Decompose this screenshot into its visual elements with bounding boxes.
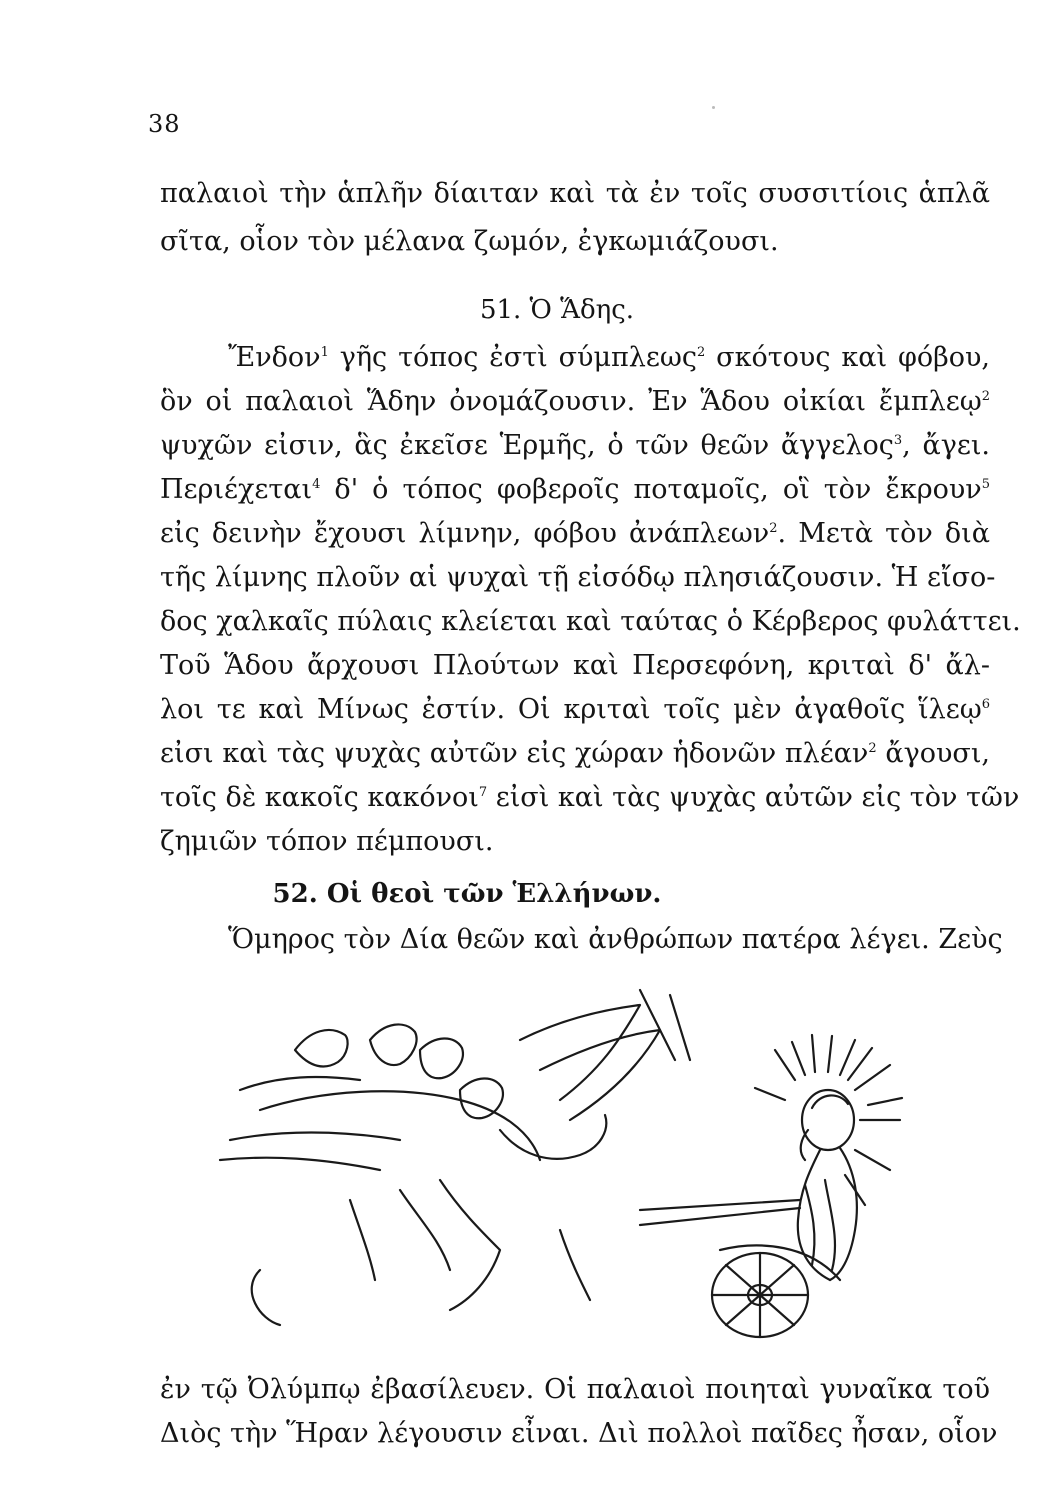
text-line (160, 516, 990, 552)
text-span: Περιέχεται (160, 474, 313, 505)
text-line: τῆς λίμνης πλοῦν αἱ ψυχαὶ τῇ εἰσόδῳ πλησιάζουσιν. Ἡ εἴσο- (160, 562, 996, 593)
text-span: εἰς δεινὴν ἔχουσι λίμνην, φόβου ἀνάπλεων (160, 518, 770, 549)
text-span: γῆς τόπος ἐστὶ σύμπλεως (328, 342, 697, 373)
text-span: Ἔνδον (228, 342, 321, 373)
text-span: σκότους καὶ φόβου, (705, 342, 990, 373)
text-span: εἰσι καὶ τὰς ψυχὰς αὐτῶν εἰς χώραν ἡδονῶν πλέαν (160, 738, 869, 769)
text-line (160, 428, 990, 464)
sun-god-figure (640, 1090, 857, 1280)
text-line (160, 692, 990, 728)
text-line (228, 340, 990, 376)
footnote-marker: 7 (478, 785, 488, 800)
text-span: ἄγουσι, (876, 738, 990, 769)
text-line: Διὸς τὴν Ἥραν λέγουσιν εἶναι. Διὶ πολλοὶ παῖδες ἦσαν, οἷον (160, 1418, 998, 1449)
text-span: λοι τε καὶ Μίνως ἐστίν. Οἱ κριταὶ τοῖς μὲν ἀγαθοῖς ἵλεῳ (160, 694, 982, 725)
text-line: σῖτα, οἷον τὸν μέλανα ζωμόν, ἐγκωμιάζουσι. (160, 226, 779, 257)
sun-rays (755, 1035, 902, 1205)
text-span: τοῖς δὲ κακοῖς κακόνοι (160, 782, 479, 813)
footnote-marker: 2 (981, 389, 990, 404)
footnote-marker: 2 (769, 521, 778, 536)
text-line (160, 384, 990, 420)
text-line (160, 780, 1020, 816)
chariot-illustration (200, 980, 920, 1345)
text-line: Τοῦ Ἅδου ἄρχουσι Πλούτων καὶ Περσεφόνη, κριταὶ δ' ἄλ- (160, 650, 990, 681)
winged-horses (220, 1005, 660, 1325)
text-line: ἐν τῷ Ὀλύμπῳ ἐβασίλευεν. Οἱ παλαιοὶ ποιηταὶ γυναῖκα τοῦ (160, 1374, 990, 1405)
text-span: . Μετὰ τὸν διὰ (777, 518, 990, 549)
text-span: εἰσὶ καὶ τὰς ψυχὰς αὐτῶν εἰς τὸν τῶν (487, 782, 1020, 813)
section-heading-51: 51. Ὁ Ἅδης. (479, 295, 635, 325)
text-span: ψυχῶν εἰσιν, ἃς ἐκεῖσε Ἑρμῆς, ὁ τῶν θεῶν ἄγγελος (160, 430, 894, 461)
paper-speck (712, 106, 715, 109)
text-line (160, 472, 990, 508)
section-heading-52: 52. Οἱ θεοὶ τῶν Ἑλλήνων. (272, 879, 662, 909)
text-line: ζημιῶν τόπον πέμπουσι. (160, 826, 494, 857)
footnote-marker: 2 (868, 741, 877, 756)
footnote-marker: 5 (981, 477, 990, 492)
chariot-drawing (200, 980, 920, 1345)
footnote-marker: 3 (893, 433, 903, 448)
text-line (160, 736, 990, 772)
text-span: ὃν οἱ παλαιοὶ Ἅδην ὀνομάζουσιν. Ἐν Ἅδου οἰκίαι ἔμπλεῳ (160, 386, 982, 417)
footnote-marker: 4 (312, 477, 321, 492)
text-line: Ὅμηρος τὸν Δία θεῶν καὶ ἀνθρώπων πατέρα λέγει. Ζεὺς (228, 924, 1003, 955)
footnote-marker: 6 (981, 697, 990, 712)
footnote-marker: 2 (697, 345, 706, 360)
text-span: , ἄγει. (902, 430, 990, 461)
text-line: δος χαλκαῖς πύλαις κλείεται καὶ ταύτας ὁ Κέρβερος φυλάττει. (160, 606, 1021, 637)
footnote-marker: 1 (320, 345, 329, 360)
text-span: δ' ὁ τόπος φοβεροῖς ποταμοῖς, οἳ τὸν ἔκρουν (320, 474, 982, 505)
page-number: 38 (148, 110, 181, 138)
chariot-wheel (712, 1245, 840, 1337)
text-line: παλαιοὶ τὴν ἁπλῆν δίαιταν καὶ τὰ ἐν τοῖς συσσιτίοις ἁπλᾶ (160, 178, 990, 209)
